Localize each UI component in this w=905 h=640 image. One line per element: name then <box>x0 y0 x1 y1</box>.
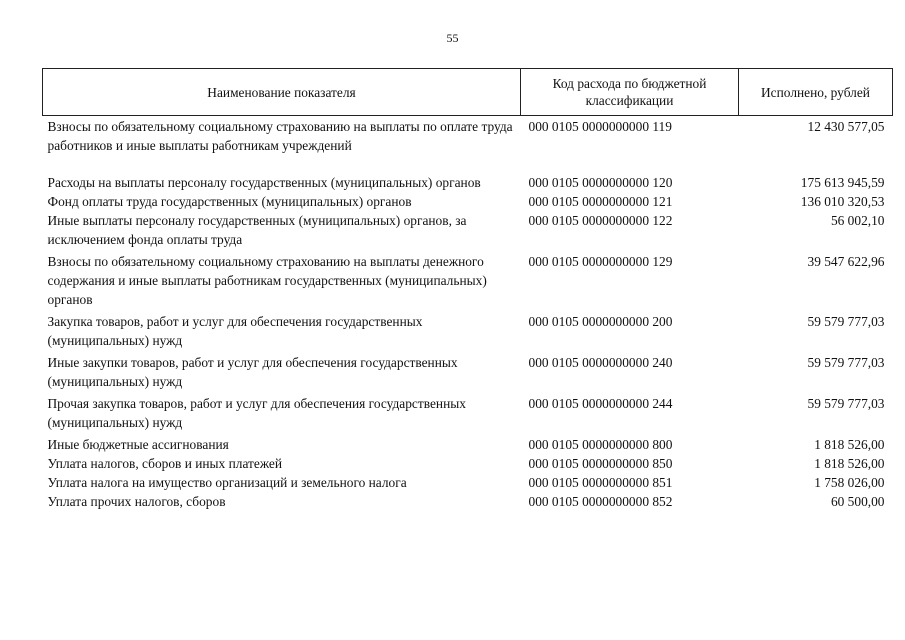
row-code: 000 0105 0000000000 119 <box>528 119 672 134</box>
header-expense-code: Код расхода по бюджетной классификации <box>521 69 739 116</box>
row-code: 000 0105 0000000000 120 <box>528 175 673 190</box>
row-code: 000 0105 0000000000 121 <box>528 194 673 209</box>
row-code: 000 0105 0000000000 240 <box>528 355 673 370</box>
header-indicator-name: Наименование показателя <box>43 69 521 116</box>
table-row <box>43 435 893 454</box>
table-row <box>43 454 893 473</box>
table-row <box>43 173 893 192</box>
header-executed-amount: Исполнено, рублей <box>739 69 893 116</box>
row-name: Взносы по обязательному социальному страхованию на выплаты по оплате труда работников и иные выплаты работникам учреждений <box>47 119 513 153</box>
table-header-row <box>43 69 893 116</box>
row-code: 000 0105 0000000000 852 <box>528 494 673 509</box>
row-name: Расходы на выплаты персоналу государственных (муниципальных) органов <box>47 175 481 190</box>
row-code: 000 0105 0000000000 244 <box>528 396 673 411</box>
row-name: Иные бюджетные ассигнования <box>47 437 229 452</box>
table-row <box>43 353 893 394</box>
row-amount: 59 579 777,03 <box>807 396 885 411</box>
row-amount: 1 758 026,00 <box>814 475 885 490</box>
row-code: 000 0105 0000000000 800 <box>528 437 673 452</box>
row-amount: 60 500,00 <box>830 494 885 509</box>
table-row <box>43 192 893 211</box>
row-name: Уплата прочих налогов, сборов <box>47 494 226 509</box>
row-name: Иные закупки товаров, работ и услуг для обеспечения государственных (муниципальных) нужд <box>47 355 458 389</box>
row-code: 000 0105 0000000000 851 <box>528 475 673 490</box>
table-row <box>43 252 893 312</box>
row-amount: 59 579 777,03 <box>807 314 885 329</box>
expenditure-table <box>42 68 893 511</box>
row-amount: 59 579 777,03 <box>807 355 885 370</box>
row-code: 000 0105 0000000000 200 <box>528 314 673 329</box>
table-row <box>43 473 893 492</box>
row-amount: 136 010 320,53 <box>800 194 885 209</box>
row-amount: 175 613 945,59 <box>800 175 885 190</box>
row-code: 000 0105 0000000000 129 <box>528 254 673 269</box>
row-name: Прочая закупка товаров, работ и услуг для обеспечения государственных (муниципальных) нужд <box>47 396 466 430</box>
row-name: Фонд оплаты труда государственных (муниципальных) органов <box>47 194 412 209</box>
row-name: Иные выплаты персоналу государственных (муниципальных) органов, за исключением фонда оплаты труда <box>47 213 467 247</box>
row-amount: 39 547 622,96 <box>807 254 885 269</box>
row-amount: 56 002,10 <box>830 213 885 228</box>
row-amount: 12 430 577,05 <box>807 119 885 134</box>
table-row <box>43 394 893 435</box>
row-name: Закупка товаров, работ и услуг для обеспечения государственных (муниципальных) нужд <box>47 314 423 348</box>
table-row <box>43 492 893 511</box>
table-row <box>43 312 893 353</box>
row-code: 000 0105 0000000000 850 <box>528 456 673 471</box>
row-amount: 1 818 526,00 <box>814 456 885 471</box>
table-row <box>43 116 893 174</box>
row-code: 000 0105 0000000000 122 <box>528 213 673 228</box>
page-number: 55 <box>446 31 459 45</box>
table-row <box>43 211 893 252</box>
row-amount: 1 818 526,00 <box>814 437 885 452</box>
row-name: Уплата налогов, сборов и иных платежей <box>47 456 283 471</box>
row-name: Уплата налога на имущество организаций и земельного налога <box>47 475 407 490</box>
row-name: Взносы по обязательному социальному страхованию на выплаты денежного содержания и иные выплаты работникам государственных (муниципальных) органов <box>47 254 487 307</box>
